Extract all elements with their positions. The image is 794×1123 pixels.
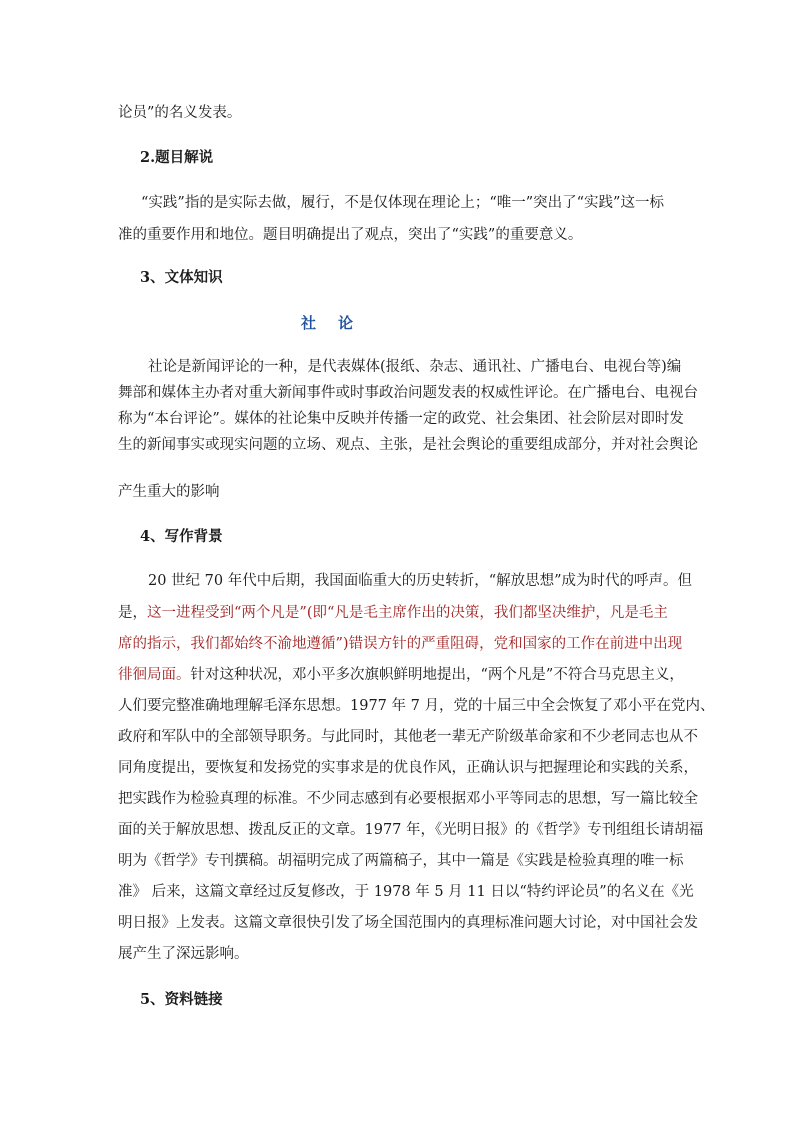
paragraph-line: 生的新闻事实或现实问题的立场、观点、主张，是社会舆论的重要组成部分，并对社会舆论: [118, 437, 698, 453]
paragraph-line: 论员”的名义发表。: [118, 105, 242, 121]
paragraph-line: 明为《哲学》专刊撰稿。胡福明完成了两篇稿子，其中一篇是《实践是检验真理的唯一标: [118, 853, 684, 869]
paragraph-line: 社论是新闻评论的一种，是代表媒体(报纸、杂志、通讯社、广播电台、电视台等)编: [148, 359, 682, 375]
title-char: 论: [338, 314, 354, 332]
paragraph-line: 面的关于解放思想、拨乱反正的文章。1977 年，《光明日报》的《哲学》专刊组组长请胡福: [118, 822, 704, 838]
highlighted-text: 席的指示，我们都始终不渝地遵循”)错误方针的严重阻碍，党和国家的工作在前进中出现: [118, 636, 683, 652]
section-heading: 5、资料链接: [140, 991, 223, 1008]
paragraph-line: 明日报》上发表。这篇文章很快引发了场全国范围内的真理标准问题大讨论，对中国社会发: [118, 915, 698, 931]
paragraph-line: 准的重要作用和地位。题目明确提出了观点，突出了“实践”的重要意义。: [118, 227, 583, 243]
paragraph-line: 展产生了深远影响。: [118, 946, 249, 962]
paragraph-line: 人们要完整准确地理解毛泽东思想。1977 年 7 月，党的十届三中全会恢复了邓小平在党内、: [118, 698, 715, 714]
paragraph-line: 是，这一进程受到“两个凡是”(即“凡是毛主席作出的决策，我们都坚决维护，凡是毛主: [118, 605, 668, 621]
section-heading: 4、写作背景: [140, 528, 223, 545]
title-char: 社: [301, 314, 317, 332]
paragraph-line: 同角度提出，要恢复和发扬党的实事求是的优良作风，正确认识与把握理论和实践的关系，: [118, 760, 698, 776]
highlighted-text: 徘徊局面。: [118, 667, 191, 683]
section-title: [301, 313, 353, 333]
paragraph-line: 称为“本台评论”。媒体的社论集中反映并传播一定的政党、社会集团、社会阶层对即时发: [118, 411, 684, 427]
paragraph-line: 把实践作为检验真理的标准。不少同志感到有必要根据邓小平等同志的思想，写一篇比较全: [118, 791, 698, 807]
section-heading: 3、文体知识: [140, 269, 223, 286]
section-heading: 2.题目解说: [140, 149, 214, 166]
highlighted-text: 这一进程受到“两个凡是”(即“凡是毛主席作出的决策，我们都坚决维护，凡是毛主: [147, 605, 668, 621]
paragraph-line: 舞部和媒体主办者对重大新闻事件或时事政治问题发表的权威性评论。在广播电台、电视台: [118, 385, 698, 401]
paragraph-line: 政府和军队中的全部领导职务。与此同时，其他老一辈无产阶级革命家和不少老同志也从不: [118, 729, 698, 745]
paragraph-line: “实践”指的是实际去做，履行，不是仅体现在理论上；“唯一”突出了“实践”这一标: [141, 195, 664, 211]
paragraph-line: 徘徊局面。针对这种状况，邓小平多次旗帜鲜明地提出，“两个凡是”不符合马克思主义，: [118, 667, 684, 683]
paragraph-line: 产生重大的影响: [118, 484, 220, 500]
paragraph-line: 准》 后来，这篇文章经过反复修改，于 1978 年 5 月 11 日以“特约评论员”的名义在《光: [118, 884, 694, 900]
paragraph-line: 20 世纪 70 年代中后期，我国面临重大的历史转折，“解放思想”成为时代的呼声。但: [148, 573, 693, 589]
